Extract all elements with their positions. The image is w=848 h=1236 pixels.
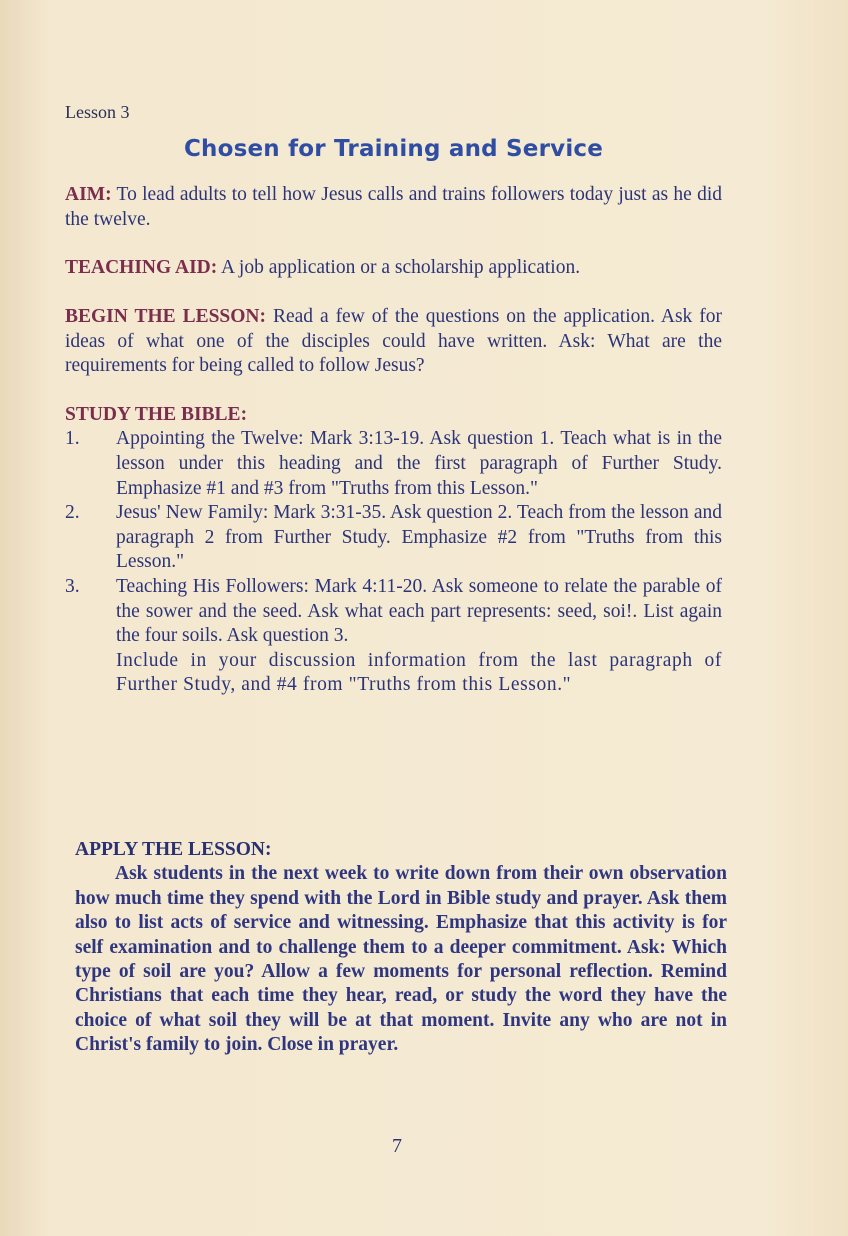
study-list [65,427,722,698]
item-number: 2. [65,502,80,524]
teaching-aid-label: TEACHING AID: [65,257,218,279]
lesson-content [65,100,722,720]
page-title: Chosen for Training and Service [183,135,604,162]
item-number: 1. [65,428,80,450]
apply-section [75,838,727,1082]
item-text: Appointing the Twelve: Mark 3:13-19. Ask question 1. Teach what is in the lesson under this heading and the first paragraph of Further Study. Emphasize #1 and #3 from "Truths from this Lesson." [116,428,722,499]
aim-paragraph [65,183,722,232]
item-extra-text: Include in your discussion information from the last paragraph of Further Study, and #4 from "Truths from this Lesson." [116,649,722,696]
teaching-aid-paragraph [65,256,722,281]
begin-label: BEGIN THE LESSON: [65,305,267,327]
item-text: Jesus' New Family: Mark 3:31-35. Ask question 2. Teach from the lesson and paragraph 2 from Further Study. Emphasize #2 from "Truths from this Lesson." [116,502,722,573]
page-number: 7 [392,1135,402,1157]
lesson-number: Lesson 3 [65,102,130,122]
list-item [65,427,722,501]
aim-text: To lead adults to tell how Jesus calls and trains followers today just as he did the twelve. [65,184,722,230]
begin-paragraph [65,305,722,379]
item-text: Teaching His Followers: Mark 4:11-20. Ask someone to relate the parable of the sower and the seed. Ask what each part represents: seed, soi!. List again the four soils. Ask question 3. [116,575,722,647]
list-item [65,501,722,575]
list-item [65,575,722,698]
apply-text: Ask students in the next week to write down from their own observation how much time they spend with the Lord in Bible study and prayer. Ask them also to list acts of service and witnessing. Emphasize that this activity is for self examination and to challenge them to a deeper commitment. Ask: Which type of soil are you? Allow a few moments for personal reflection. Remind Christians that each time they hear, read, or study the word they have the choice of what soil they will be at that moment. Invite any who are not in Christ's family to join. Close in prayer. [75,863,727,1056]
teaching-aid-text: A job application or a scholarship application. [217,257,581,279]
apply-heading: APPLY THE LESSON: [75,839,272,860]
item-number: 3. [65,575,80,597]
aim-label: AIM: [65,184,112,206]
study-heading: STUDY THE BIBLE: [65,403,248,425]
begin-text: Read a few of the questions on the application. Ask for ideas of what one of the disciples could have written. Ask: What are the requirements for being called to follow Jesus? [65,305,722,377]
